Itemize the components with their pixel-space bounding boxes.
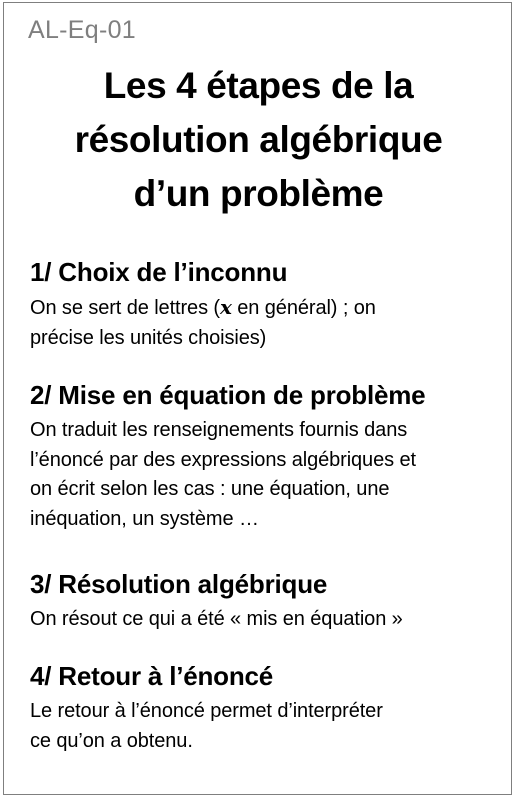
title-line: résolution algébrique [74,119,443,160]
step-2-body [30,416,500,534]
step-1-text-b: en général) ; on [231,297,376,319]
title-line: Les 4 étapes de la [103,65,414,106]
step-4-body-line: ce qu’on a obtenu. [30,729,193,752]
step-1-body-line: précise les unités choisies) [30,326,267,349]
step-4-body-line: Le retour à l’énoncé permet d’interpréter [30,700,383,722]
card-code: AL-Eq-01 [28,16,137,44]
step-3-body-line: On résout ce qui a été « mis en équation » [30,608,403,630]
step-4-body [30,697,500,756]
page-title [4,59,513,221]
step-2-heading: 2/ Mise en équation de problème [30,380,426,410]
variable-x: x [220,295,232,319]
step-2-body-line: on écrit selon les cas : une équation, une [30,478,390,500]
step-2-body-line: l’énoncé par des expressions algébriques et [30,448,416,471]
title-line: d’un problème [133,173,384,214]
step-2-body-line: inéquation, un système … [30,507,259,530]
step-3-body [30,605,500,635]
step-2-body-line: On traduit les renseignements fournis dans [30,419,408,441]
step-1-text-a: On se sert de lettres ( [30,297,220,319]
step-3-heading: 3/ Résolution algébrique [30,569,328,599]
info-card [3,2,512,795]
step-1-body [30,293,500,353]
step-4-heading: 4/ Retour à l’énoncé [30,661,274,691]
step-1-heading: 1/ Choix de l’inconnu [30,257,288,287]
step-1-body-line [30,293,500,324]
